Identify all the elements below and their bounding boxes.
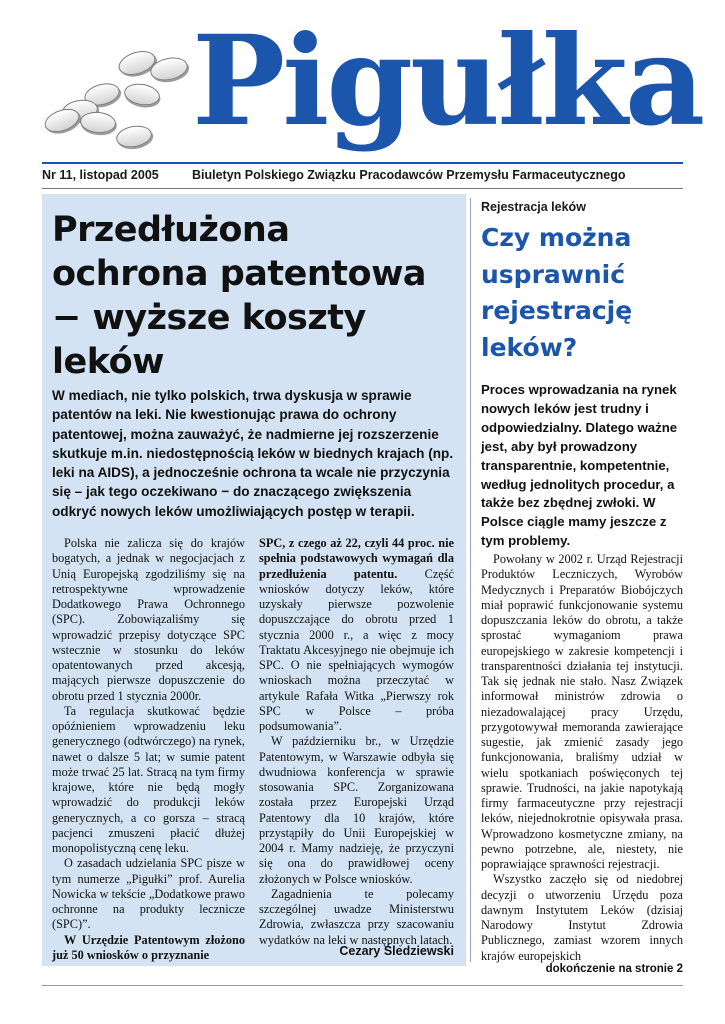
main-article-lead: W mediach, nie tylko polskich, trwa dyskusja w sprawie patentów na leki. Nie kwestionując prawa do ochrony patentowej, można zauważyć, że nadmierne jej rozszerzenie skutkuje m.in. niedostępnością leków w biednych krajach (np. leki na AIDS), a jednocześnie ochrona ta wcale nie przyczynia się – jak tego oczekiwano − do znaczącego zwiększenia odkryć nowych leków umożliwiających postęp w terapii. [52, 388, 454, 519]
headline-line: Czy można [481, 223, 632, 252]
paragraph-bold [52, 933, 245, 964]
paragraph: Ta regulacja skutkować będzie opóźnieniem wprowadzeniu leku generycznego (odtwórczego) na rynek, nawet o dalsze 5 lat; w sumie patent może trwać 25 lat. Stracą na tym firmy krajowe, które nie będą mogły wprowadzić do produkcji leków generycznych, a co gorsza – stracą pacjenci zmuszeni płacić dłużej monopolistyczną cenę leku. [52, 703, 245, 855]
main-article-headline [52, 208, 462, 384]
paragraph: O zasadach udzielania SPC pisze w tym numerze „Pigułki” prof. Aurelia Nowicka w tekście „Dodatkowe prawo ochronne na produkty lecznicze (SPC)”. [52, 856, 245, 932]
side-article-body [481, 552, 683, 964]
paragraph: Powołany w 2002 r. Urząd Rejestracji Produktów Leczniczych, Wyrobów Medycznych i Preparatów Biobójczych miał poprawić funkcjonowanie systemu dopuszczania leków do obrotu, a także sprostać wymaganiom prawa europejskiego w zakresie kompetencji i transparentności działania tej instytucji. Tak się jednak nie stało. Nasz Związek informował ministrów zdrowia o niezadowalającej pracy Urzędu, przygotowywał memoranda zawierające sugestie, jak zmienić zasady jego funkcjonowania, braliśmy udział w wielu spotkaniach poświęconych tej sprawie. Trudności, na jakie napotykają firmy farmaceutyczne przy rejestracji leków, niejednokrotnie opisywała prasa. Wprowadzono kosmetyczne zmiany, na pewno potrzebne, ale, niestety, nie poprawiające sprawności rejestracji. [481, 552, 683, 871]
masthead-title: Pigułka [192, 9, 703, 154]
paragraph: Zagadnienia te polecamy szczególnej uwadze Ministerstwu Zdrowia, zwłaszcza przy szacowaniu wydatków na leki w następnych latach. [259, 886, 454, 947]
headline-line: Przedłużona [52, 210, 290, 250]
publisher-line: Biuletyn Polskiego Związku Pracodawców Przemysłu Farmaceutycznego [192, 168, 626, 182]
masthead-bottom-rule [42, 188, 683, 189]
masthead-top-rule [42, 162, 683, 164]
main-article-column-1 [52, 536, 245, 963]
issue-number: Nr 11, listopad 2005 [42, 168, 159, 182]
headline-line: leków? [481, 332, 578, 362]
headline-line: leków [52, 342, 164, 382]
headline-line: − wyższe koszty [52, 298, 366, 338]
column-divider [470, 198, 471, 962]
continued-link[interactable]: dokończenie na stronie 2 [545, 963, 683, 975]
side-article-lead: Proces wprowadzania na rynek nowych leków jest trudny i odpowiedzialny. Dlatego ważne jest, aby był prowadzony transparentnie, kompetentnie, według jednolitych procedur, a także bez zbędnej zwłoki. W Polsce ciągle mamy jeszcze z tym problemy. [481, 382, 678, 549]
author-signature: Cezary Śledziewski [339, 944, 454, 958]
headline-line: ochrona patentowa [52, 254, 427, 294]
side-article-headline [481, 220, 681, 366]
main-article-column-2 [259, 536, 454, 948]
masthead-logo [0, 0, 200, 160]
section-label: Rejestracja leków [481, 200, 586, 214]
headline-line: rejestrację [481, 296, 633, 325]
page-bottom-rule [42, 985, 683, 986]
bold-text: W Urzędzie Patentowym złożono już 50 wniosków o przyznanie [52, 932, 245, 962]
paragraph-text: Część wniosków dotyczy leków, które uzyskały pierwsze pozwolenie dopuszczające do obrotu przed 1 stycznia 2000 r., a więc z mocy Traktatu Akcesyjnego nie obejmuje ich SPC. O nie spełniających wymogów wnioskach można przeczytać w artykule Rafała Witka „Pierwszy rok SPC w Polsce – próba podsumowania”. [259, 566, 455, 733]
paragraph: Wszystko zaczęło się od niedobrej decyzji o utworzeniu Urzędu poza dawnym Instytutem Leków (dzisiaj Narodowy Instytut Zdrowia Publicznego, zamiast wzorem innych krajów europejskich [481, 872, 683, 963]
paragraph: W październiku br., w Urzędzie Patentowym, w Warszawie odbyła się dwudniowa konferencja w sprawie stosowania SPC. Zorganizowana została przez Europejski Urząd Patentowy dla 10 krajów, które przystąpiły do Unii Europejskiej w 2004 r. Mamy nadzieję, że przyczyni się ona do prawidłowej oceny złożonych w Polsce wniosków. [259, 734, 454, 886]
headline-line: usprawnić [481, 259, 626, 289]
bold-text: SPC, z czego aż 22, czyli 44 proc. nie spełnia podstawowych wymagań dla przedłużenia patentu. [259, 536, 454, 581]
paragraph [259, 536, 454, 734]
paragraph: Polska nie zalicza się do krajów bogatych, a jednak w negocjacjach z Unią Europejską zgodziliśmy się na retrospektywne wprowadzenie Dodatkowego Prawa Ochronnego (SPC). Zobowiązaliśmy się wprowadzić przepisy dotyczące SPC wstecznie w stosunku do leków opatentowanych przed akcesją, mających pierwsze dopuszczenie do obrotu przed 1 stycznia 2000r. [52, 536, 245, 703]
